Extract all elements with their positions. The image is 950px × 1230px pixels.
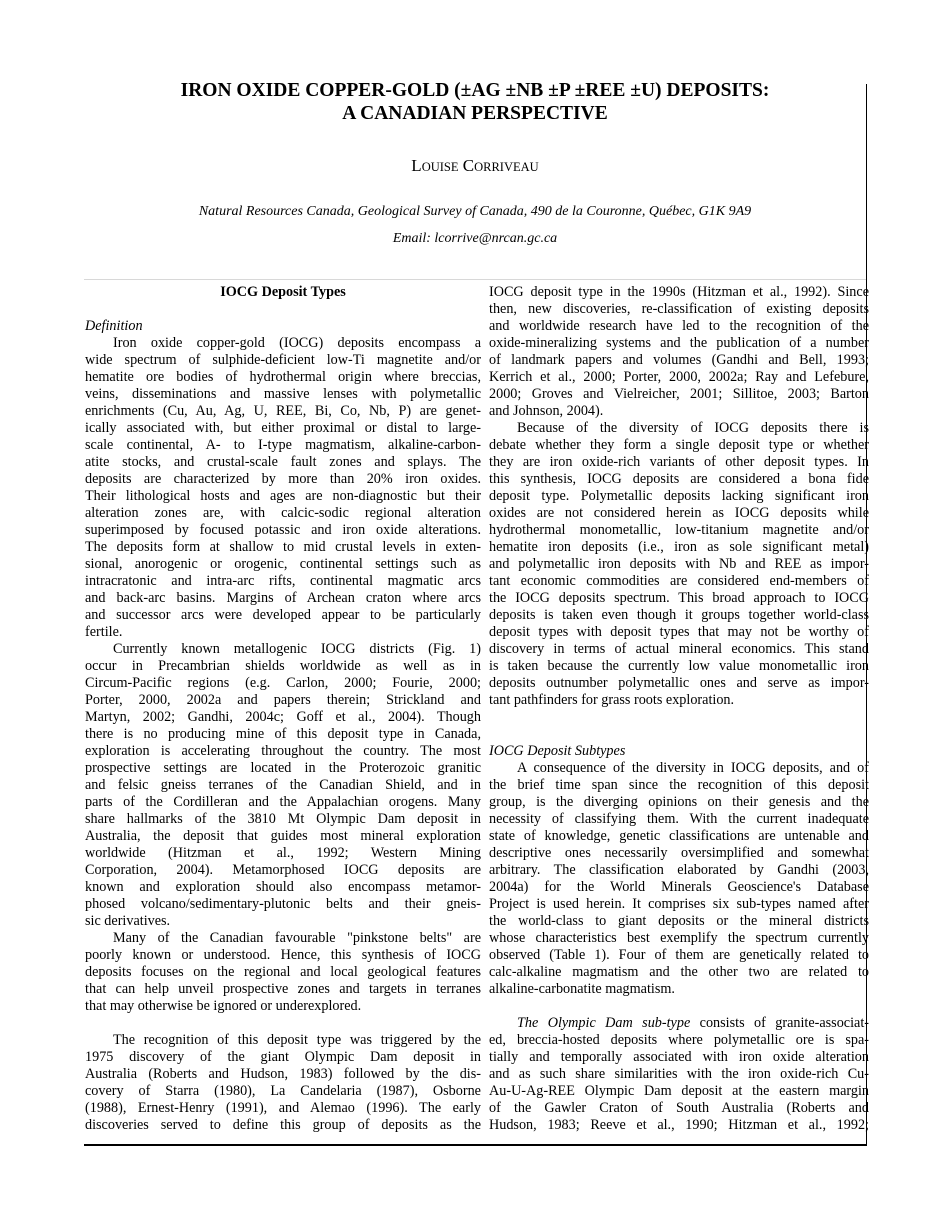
text-line: intracratonic and intra-arc rifts, continental magmatic arcs bbox=[85, 573, 481, 589]
text-line: and as such share similarities with the iron oxide-rich Cu- bbox=[489, 1066, 869, 1082]
text-line: atite stocks, and crustal-scale fault zones and splays. The bbox=[85, 454, 481, 470]
text-line: oxides are not considered herein as IOCG deposits while bbox=[489, 505, 869, 521]
text-line: deposits is taken even though it groups together world-class bbox=[489, 607, 869, 623]
text-line: worldwide (Hitzman et al., 1992; Western Mining bbox=[85, 845, 481, 861]
text-line: known and exploration should also encompass metamor- bbox=[85, 879, 481, 895]
text-line: deposit types with deposit types that may not be worthy of bbox=[489, 624, 869, 640]
author-name bbox=[84, 156, 866, 176]
text-line: Iron oxide copper-gold (IOCG) deposits encompass a bbox=[113, 335, 481, 351]
text-line: occur in Precambrian shields worldwide as well as in bbox=[85, 658, 481, 674]
header-divider bbox=[84, 279, 866, 280]
text-line: fertile. bbox=[85, 624, 123, 640]
text-line: then, new discoveries, re-classification of existing deposits bbox=[489, 301, 869, 317]
text-line: Au-U-Ag-REE Olympic Dam deposit at the eastern margin bbox=[489, 1083, 869, 1099]
text-line: necessity of classifying them. With the current inadequate bbox=[489, 811, 869, 827]
text-line: (1988), Ernest-Henry (1991), and Alemao (1996). The early bbox=[85, 1100, 481, 1116]
text-line: Project is used herein. It comprises six sub-types named after bbox=[489, 896, 869, 912]
spacer bbox=[85, 301, 481, 318]
text-line: sic derivatives. bbox=[85, 913, 171, 929]
text-line: phosed volcano/sedimentary-plutonic belts and their gneis- bbox=[85, 896, 481, 912]
text-line: hydrothermal monometallic, low-titanium magnetite and/or bbox=[489, 522, 869, 538]
text-line: sional, anorogenic or orogenic, continental settings such as bbox=[85, 556, 481, 572]
text-line: that can help unveil prospective zones and targets in terranes bbox=[85, 981, 481, 997]
text-line: deposits are characterized by more than 20% iron oxides. bbox=[85, 471, 481, 487]
text-line: 2000; Groves and Vielreicher, 2001; Sillitoe, 2003; Barton bbox=[489, 386, 869, 402]
text-line: superimposed by focused potassic and iron oxide alterations. bbox=[85, 522, 481, 538]
text-line: veins, disseminations and massive lenses with polymetallic bbox=[85, 386, 481, 402]
author-last-rest: ORRIVEAU bbox=[474, 160, 539, 174]
text-line: ed, breccia-hosted deposits where polymetallic ore is spa- bbox=[489, 1032, 869, 1048]
title-line-2: A CANADIAN PERSPECTIVE bbox=[342, 103, 608, 124]
text-line: ically associated with, but either proximal or distal to large- bbox=[85, 420, 481, 436]
text-line: tant economic commodities are considered end-members of bbox=[489, 573, 869, 589]
author-affiliation: Natural Resources Canada, Geological Survey of Canada, 490 de la Couronne, Québec, G1K 9A9 bbox=[198, 204, 752, 219]
spacer bbox=[489, 998, 869, 1015]
text-line: the brief time span since the recognition of this deposit bbox=[489, 777, 869, 793]
text-line: IOCG deposit type in the 1990s (Hitzman et al., 1992). Since bbox=[489, 284, 869, 300]
text-line: discovery in terms of actual mineral economics. This stand bbox=[489, 641, 869, 657]
text-line: and successor arcs were developed appear to be particularly bbox=[85, 607, 481, 623]
text-line: hematite ore bodies of hydrothermal origin where breccias, bbox=[85, 369, 481, 385]
text-line: 1975 discovery of the giant Olympic Dam deposit in bbox=[85, 1049, 481, 1065]
text-line: A consequence of the diversity in IOCG deposits, and of bbox=[517, 760, 869, 776]
text-line: hematite iron deposits (i.e., iron as sole significant metal) bbox=[489, 539, 869, 555]
subheading-subtypes: IOCG Deposit Subtypes bbox=[489, 743, 626, 759]
text-line: of the Gawler Craton of South Australia (Roberts and bbox=[489, 1100, 869, 1116]
text-line: and worldwide research have led to the recognition of the bbox=[489, 318, 869, 334]
text-line: deposits focuses on the regional and local geological features bbox=[85, 964, 481, 980]
text-line: is taken because the currently low value monometallic iron bbox=[489, 658, 869, 674]
olympic-subtype-lead: The Olympic Dam sub-type bbox=[517, 1015, 691, 1031]
text-line: calc-alkaline magmatism and the other two are related to bbox=[489, 964, 869, 980]
text-line: scale continental, A- to I-type magmatism, alkaline-carbon- bbox=[85, 437, 481, 453]
section-heading: IOCG Deposit Types bbox=[220, 284, 346, 300]
text-line: descriptive ones necessarily oversimplified and somewhat bbox=[489, 845, 869, 861]
text-line: parts of the Cordilleran and the Appalachian orogens. Many bbox=[85, 794, 481, 810]
text-line: covery of Starra (1980), La Candelaria (1987), Osborne bbox=[85, 1083, 481, 1099]
text-line: wide spectrum of sulphide-deficient low-Ti magnetite and/or bbox=[85, 352, 481, 368]
text-line: and back-arc basins. Margins of Archean craton where arcs bbox=[85, 590, 481, 606]
text-line: Porter, 2000, 2002a and papers therein; Strickland and bbox=[85, 692, 481, 708]
text-line: 2004a) for the World Minerals Geoscience's Database bbox=[489, 879, 869, 895]
text-line: of landmark papers and volumes (Gandhi and Bell, 1993; bbox=[489, 352, 869, 368]
text-line: Corporation, 2004). Metamorphosed IOCG deposits are bbox=[85, 862, 481, 878]
text-line: Currently known metallogenic IOCG districts (Fig. 1) bbox=[113, 641, 481, 657]
author-first-initial: L bbox=[411, 156, 422, 175]
text-line: deposit type. Polymetallic deposits lacking significant iron bbox=[489, 488, 869, 504]
text-line: enrichments (Cu, Au, Ag, U, REE, Bi, Co, Nb, P) are genet- bbox=[85, 403, 481, 419]
spacer bbox=[489, 726, 869, 743]
text-line: debate whether they form a single deposit type or whether bbox=[489, 437, 869, 453]
spacer bbox=[489, 709, 869, 726]
text-line: this synthesis, IOCG deposits are considered a bona fide bbox=[489, 471, 869, 487]
text-line: Their lithological hosts and ages are non-diagnostic but their bbox=[85, 488, 481, 504]
author-email: Email: lcorrive@nrcan.gc.ca bbox=[392, 231, 558, 246]
author-last-initial: C bbox=[462, 156, 475, 175]
text-line: Australia (Roberts and Hudson, 1983) followed by the dis- bbox=[85, 1066, 481, 1082]
text-line: Australia, the deposit that guides most mineral exploration bbox=[85, 828, 481, 844]
text-line: they are iron oxide-rich variants of other deposit types. In bbox=[489, 454, 869, 470]
text-line bbox=[489, 1015, 869, 1032]
text-line: tant pathfinders for grass roots exploration. bbox=[489, 692, 735, 708]
text-line: poorly known or understood. Hence, this synthesis of IOCG bbox=[85, 947, 481, 963]
text-line: Because of the diversity of IOCG deposits there is bbox=[517, 420, 869, 436]
text-line: Martyn, 2002; Gandhi, 2004c; Goff et al., 2004). Though bbox=[85, 709, 481, 725]
text-line: that may otherwise be ignored or underexplored. bbox=[85, 998, 362, 1014]
text-line: and Johnson, 2004). bbox=[489, 403, 604, 419]
author-first-rest: OUISE bbox=[421, 160, 459, 174]
text-line: The recognition of this deposit type was triggered by the bbox=[113, 1032, 481, 1048]
text-line: deposits outnumber polymetallic ones and serve as impor- bbox=[489, 675, 869, 691]
text-line: tially and temporally associated with iron oxide alteration bbox=[489, 1049, 869, 1065]
text-line: group, is the diverging opinions on their genesis and the bbox=[489, 794, 869, 810]
footer-rule bbox=[84, 1144, 867, 1146]
text-line: Kerrich et al., 2000; Porter, 2000, 2002a; Ray and Lefebure, bbox=[489, 369, 869, 385]
text-line: The deposits form at shallow to mid crustal levels in exten- bbox=[85, 539, 481, 555]
text-line: share hallmarks of the 3810 Mt Olympic Dam deposit in bbox=[85, 811, 481, 827]
text-line: and felsic gneiss terranes of the Canadian Shield, and in bbox=[85, 777, 481, 793]
text-line: discoveries served to define this group of deposits as the bbox=[85, 1117, 481, 1133]
text-line: alteration zones are, with calcic-sodic regional alteration bbox=[85, 505, 481, 521]
text-line: state of knowledge, genetic classifications are untenable and bbox=[489, 828, 869, 844]
text-line: and polymetallic iron deposits with Nb and REE as impor- bbox=[489, 556, 869, 572]
text-line: observed (Table 1). Four of them are genetically related to bbox=[489, 947, 869, 963]
text-line: whose characteristics best exemplify the spectrum currently bbox=[489, 930, 869, 946]
paper-title bbox=[84, 79, 866, 125]
title-line-1: IRON OXIDE COPPER-GOLD (±AG ±NB ±P ±REE ±U) DEPOSITS: bbox=[180, 80, 770, 101]
left-column bbox=[85, 284, 481, 1134]
text-line: Hudson, 1983; Reeve et al., 1990; Hitzman et al., 1992; bbox=[489, 1117, 869, 1133]
text-line: alkaline-carbonatite magmatism. bbox=[489, 981, 675, 997]
olympic-subtype-rest: consists of granite-associat- bbox=[690, 1015, 869, 1031]
text-line: prospective settings are located in the Proterozoic granitic bbox=[85, 760, 481, 776]
text-line: there is no producing mine of this deposit type in Canada, bbox=[85, 726, 481, 742]
text-line: Circum-Pacific regions (e.g. Carlon, 2000; Fourie, 2000; bbox=[85, 675, 481, 691]
text-line: the world-class to giant deposits or the mineral districts bbox=[489, 913, 869, 929]
subheading-definition: Definition bbox=[85, 318, 143, 334]
text-line: the IOCG deposits spectrum. This broad approach to IOCG bbox=[489, 590, 869, 606]
right-column bbox=[489, 284, 869, 1134]
text-line: arbitrary. The classification elaborated by Gandhi (2003, bbox=[489, 862, 869, 878]
spacer bbox=[85, 1015, 481, 1032]
text-line: Many of the Canadian favourable "pinkstone belts" are bbox=[113, 930, 481, 946]
text-line: exploration is accelerating throughout the country. The most bbox=[85, 743, 481, 759]
text-line: oxide-mineralizing systems and the publication of a number bbox=[489, 335, 869, 351]
